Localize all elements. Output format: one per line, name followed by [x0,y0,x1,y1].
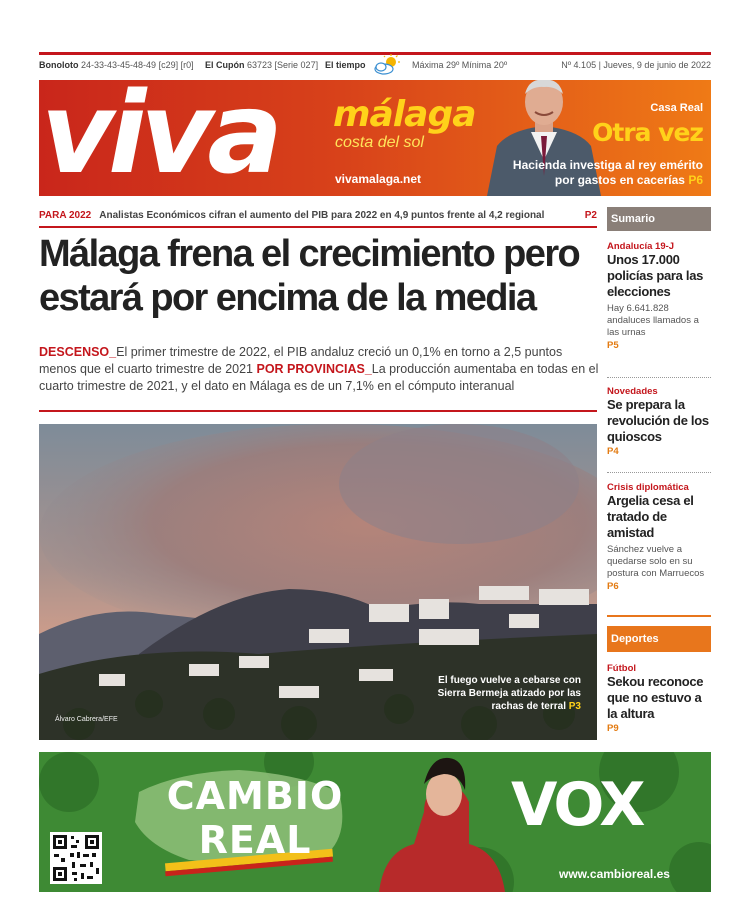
photo-caption-page: P3 [568,701,581,712]
sidebar-item-category: Andalucía 19-J [607,241,675,252]
qr-code-icon[interactable] [50,832,102,884]
masthead-edition: málaga [333,94,476,135]
masthead [39,80,711,196]
kicker-label: PARA 2022 [39,210,92,221]
lead-paragraph: DESCENSO_El primer trimestre de 2022, el PIB andaluz creció un 0,1% en torno a 2,5 puntos menos que el cuarto trimestre de 2021 POR PROVINCIAS_La producción aumentaba en todas en el cuarto trimestre de 2021, y el dato en Málaga es de un 7,1% en el cómputo interanual [39,345,599,393]
sidebar-item-category: Crisis diplomática [607,482,689,493]
sidebar-item-algeria[interactable] [607,482,711,592]
sidebar-item-kiosks[interactable] [607,386,711,457]
masthead-url[interactable]: vivamalaga.net [335,172,422,186]
sidebar-item-subtitle: Hay 6.641.828 andaluces llamados a las urnas [607,303,699,338]
sidebar-item-page: P6 [607,581,619,592]
kicker-page: P2 [584,210,597,221]
ad-slogan-line-2: REAL [198,818,312,862]
ad-slogan-line-1: CAMBIO [166,774,344,818]
cupon-info: El Cupón 63723 [Serie 027] [205,60,319,70]
lead-tag-descenso: DESCENSO_ [39,345,117,359]
section-divider [39,410,597,412]
sidebar-item-football[interactable] [607,663,711,734]
sidebar-item-category: Novedades [607,386,658,397]
sidebar-item-page: P5 [607,340,619,351]
masthead-logo: viva [41,80,277,196]
wildfire-photo[interactable] [39,424,597,740]
sidebar-divider [607,472,711,473]
ad-url[interactable]: www.cambioreal.es [559,867,670,881]
sidebar-item-elections[interactable] [607,241,711,351]
photo-caption: El fuego vuelve a cebarse con Sierra Bermeja atizado por las rachas de terral P3 [437,675,581,712]
sports-header: Deportes [607,626,711,652]
photo-credit: Álvaro Cabrera/EFE [55,716,118,723]
masthead-tagline: costa del sol [335,134,424,151]
weather-label: El tiempo [325,60,366,70]
sidebar-item-page: P4 [607,446,619,457]
sidebar-item-title: Se prepara la revolución de los quioscos [607,397,709,444]
teaser-text: Hacienda investiga al rey emérito por gastos en cacerías P6 [512,158,703,187]
advertisement-banner[interactable] [39,752,711,892]
weather-sun-cloud-icon [372,54,402,76]
sports-rule [607,615,711,617]
info-bar [39,58,711,74]
main-headline[interactable]: Málaga frena el crecimiento pero estará por encima de la media [39,233,580,319]
weather-info: Máxima 29º Mínima 20º [412,60,508,70]
lead-tag-provincias: POR PROVINCIAS_ [256,362,372,376]
teaser-section: Casa Real [650,102,703,114]
sidebar-item-subtitle: Sánchez vuelve a quedarse solo en su postura con Marruecos [607,544,705,579]
bonoloto-info: Bonoloto 24-33-43-45-48-49 [c29] [r0] [39,60,194,70]
sidebar-item-title: Unos 17.000 policías para las elecciones [607,252,704,299]
teaser-title[interactable]: Otra vez [592,118,703,147]
sidebar-divider [607,377,711,378]
sidebar-header: Sumario [607,207,711,231]
issue-date: Nº 4.105 | Jueves, 9 de junio de 2022 [561,60,711,70]
sidebar-item-category: Fútbol [607,663,637,674]
sidebar-item-title: Argelia cesa el tratado de amistad [607,493,694,540]
ad-slogan [155,774,355,862]
ad-brand-logo: VOX [511,770,643,840]
lead-kicker [39,210,597,228]
sidebar-item-page: P9 [607,723,619,734]
kicker-text: Analistas Económicos cifran el aumento del PIB para 2022 en 4,9 puntos frente al 4,2 regional [99,210,545,221]
teaser-page: P6 [688,173,703,187]
sidebar-item-title: Sekou reconoce que no estuvo a la altura [607,674,704,721]
